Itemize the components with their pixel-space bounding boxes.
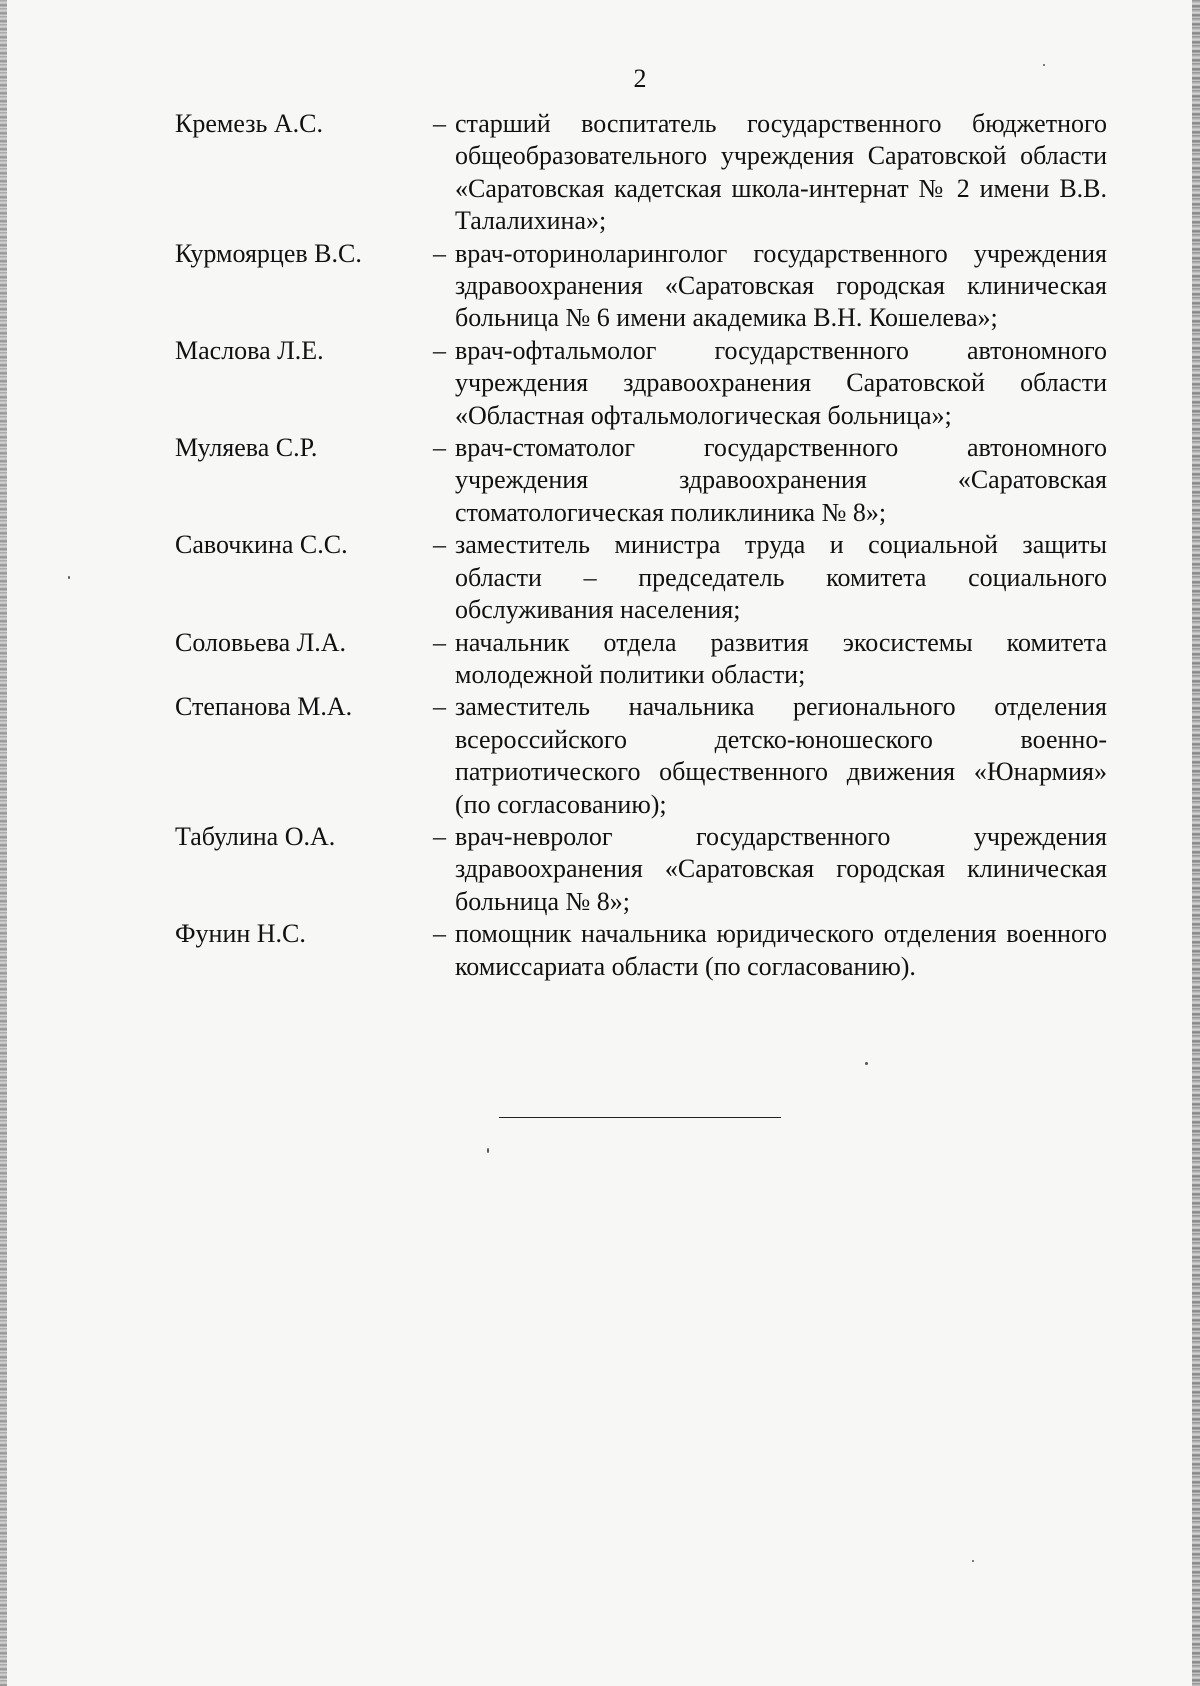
scan-speck — [865, 1062, 868, 1065]
member-role: старший воспитатель государственного бюджетного общеобразовательного учреждения Саратовской области «Саратовская кадетская школа-интернат № 2 имени В.В. Талалихина»; — [455, 109, 1107, 236]
member-role: врач-оториноларинголог государственного учреждения здравоохранения «Саратовская городская клиническая больница № 6 имени академика В.Н. Кошелева»; — [455, 238, 1107, 333]
member-row — [175, 821, 1107, 918]
member-name: Савочкина С.С. — [175, 530, 348, 560]
member-row — [175, 432, 1107, 529]
member-role: помощник начальника юридического отделения военного комиссариата области (по согласованию). — [455, 919, 1107, 981]
member-dash: – — [433, 692, 446, 722]
scan-edge-left — [0, 0, 7, 1686]
member-dash: – — [433, 530, 446, 560]
member-dash: – — [433, 238, 446, 268]
member-name: Муляева С.Р. — [175, 433, 318, 463]
member-dash: – — [433, 919, 446, 949]
member-name: Степанова М.А. — [175, 692, 353, 722]
member-row — [175, 627, 1107, 692]
member-role: врач-невролог государственного учреждения здравоохранения «Саратовская городская клиническая больница № 8»; — [455, 821, 1107, 916]
member-role: врач-офтальмолог государственного автономного учреждения здравоохранения Саратовской области «Областная офтальмологическая больница»; — [455, 335, 1107, 430]
member-role: заместитель министра труда и социальной защиты области – председатель комитета социального обслуживания населения; — [455, 530, 1107, 625]
member-role: врач-стоматолог государственного автономного учреждения здравоохранения «Саратовская стоматологическая поликлиника № 8»; — [455, 433, 1107, 527]
member-list — [175, 108, 1107, 983]
scan-speck — [1043, 64, 1045, 66]
member-role: начальник отдела развития экосистемы комитета молодежной политики области; — [455, 627, 1107, 689]
member-row — [175, 335, 1107, 432]
member-dash: – — [433, 821, 446, 851]
scan-speck — [487, 1148, 489, 1153]
member-name: Фунин Н.С. — [175, 919, 306, 949]
member-row — [175, 529, 1107, 626]
member-row — [175, 238, 1107, 335]
member-name: Табулина О.А. — [175, 821, 336, 851]
closing-rule — [499, 1117, 781, 1118]
member-dash: – — [433, 433, 446, 463]
scan-edge-right — [1192, 0, 1200, 1686]
member-name: Маслова Л.Е. — [175, 335, 324, 365]
page-number: 2 — [633, 64, 647, 93]
scan-speck — [972, 1560, 974, 1562]
member-name: Кремезь А.С. — [175, 109, 323, 138]
member-row — [175, 691, 1107, 821]
scan-speck — [68, 576, 70, 579]
member-dash: – — [433, 109, 446, 138]
member-dash: – — [433, 627, 446, 657]
member-name: Соловьева Л.А. — [175, 627, 347, 657]
member-dash: – — [433, 335, 446, 365]
member-name: Курмоярцев В.С. — [175, 238, 362, 268]
member-row — [175, 918, 1107, 983]
member-row — [175, 108, 1107, 238]
member-role: заместитель начальника регионального отделения всероссийского детско-юношеского военно-патриотического общественного движения «Юнармия» (по согласованию); — [455, 692, 1107, 819]
